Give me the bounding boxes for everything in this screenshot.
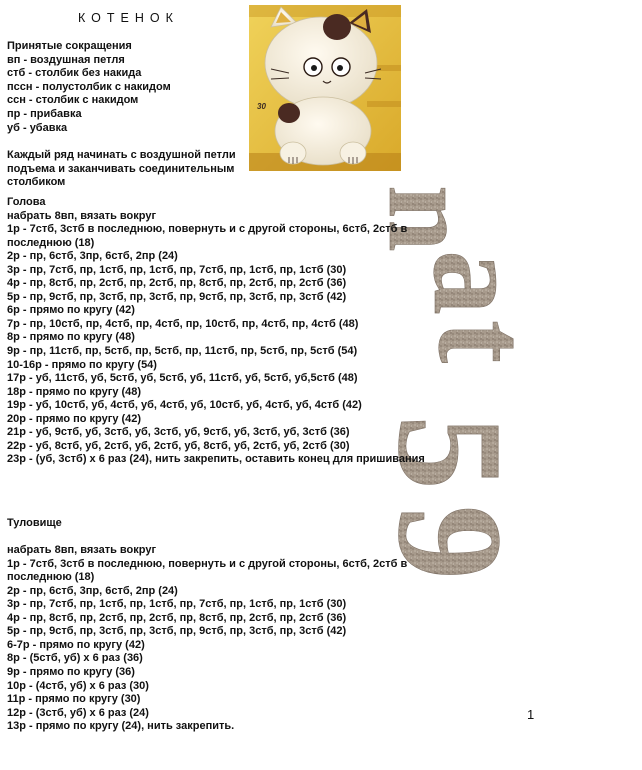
instruction-row: набрать 8вп, вязать вокруг xyxy=(7,209,157,222)
instruction-row: 5р - пр, 9стб, пр, 3стб, пр, 3стб, пр, 9стб, пр, 3стб, пр, 3стб (42) xyxy=(7,625,347,638)
instruction-row: 10р - (4стб, уб) х 6 раз (30) xyxy=(7,679,149,692)
instruction-row: 2р - пр, 6стб, 3пр, 6стб, 2пр (24) xyxy=(7,250,178,263)
abbreviation-item: уб - убавка xyxy=(7,121,68,134)
instruction-row: 11р - прямо по кругу (30) xyxy=(7,693,141,706)
instruction-row: 13р - прямо по кругу (24), нить закрепить. xyxy=(7,720,235,733)
head-instructions xyxy=(7,196,425,467)
watermark-glyph-9: 9 xyxy=(367,505,533,580)
instruction-row: 1р - 7стб, 3стб в последнюю, повернуть и с другой стороны, 6стб, 2стб в xyxy=(7,557,408,570)
watermark-glyph-t: t xyxy=(411,320,555,364)
instruction-row: последнюю (18) xyxy=(7,236,95,249)
instruction-row: 9р - прямо по кругу (36) xyxy=(7,665,135,678)
instruction-row: 7р - пр, 10стб, пр, 4стб, пр, 4стб, пр, 10стб, пр, 4стб, пр, 4стб (48) xyxy=(7,317,359,330)
abbreviation-item: пр - прибавка xyxy=(7,107,82,120)
section-title-torso: Туловище xyxy=(7,517,62,529)
instruction-row: 12р - (3стб, уб) х 6 раз (24) xyxy=(7,706,149,719)
instruction-row: 4р - пр, 8стб, пр, 2стб, пр, 2стб, пр, 8стб, пр, 2стб, пр, 2стб (36) xyxy=(7,277,347,290)
instruction-row: 19р - уб, 10стб, уб, 4стб, уб, 4стб, уб, 10стб, уб, 4стб, уб, 4стб (42) xyxy=(7,399,362,412)
instruction-row: 23р - (уб, 3стб) х 6 раз (24), нить закрепить, оставить конец для пришивания xyxy=(7,453,425,466)
abbreviations xyxy=(7,40,252,135)
instruction-row: 3р - пр, 7стб, пр, 1стб, пр, 1стб, пр, 7стб, пр, 1стб, пр, 1стб (30) xyxy=(7,263,347,276)
section-title-head: Голова xyxy=(7,196,46,208)
instruction-row: 10-16р - прямо по кругу (54) xyxy=(7,358,157,371)
spacer xyxy=(7,531,407,545)
instruction-row: 1р - 7стб, 3стб в последнюю, повернуть и с другой стороны, 6стб, 2стб в xyxy=(7,223,408,236)
abbreviation-item: вп - воздушная петля xyxy=(7,53,125,66)
instruction-row: 5р - пр, 9стб, пр, 3стб, пр, 3стб, пр, 9стб, пр, 3стб, пр, 3стб (42) xyxy=(7,290,347,303)
abbreviation-item: ссн - столбик с накидом xyxy=(7,94,139,107)
torso-instructions xyxy=(7,517,407,734)
abbreviations-heading: Принятые сокращения xyxy=(7,40,132,52)
instruction-row: 9р - пр, 11стб, пр, 5стб, пр, 5стб, пр, 11стб, пр, 5стб, пр, 5стб (54) xyxy=(7,345,358,358)
instruction-row: 22р - уб, 8стб, уб, 2стб, уб, 2стб, уб, 8стб, уб, 2стб, уб, 2стб (30) xyxy=(7,439,350,452)
instruction-row: 2р - пр, 6стб, 3пр, 6стб, 2пр (24) xyxy=(7,584,178,597)
abbreviation-item: пссн - полустолбик с накидом xyxy=(7,80,171,93)
instruction-note xyxy=(7,149,247,190)
instruction-row: 6р - прямо по кругу (42) xyxy=(7,304,135,317)
instruction-row: 18р - прямо по кругу (48) xyxy=(7,385,142,398)
abbreviation-item: стб - столбик без накида xyxy=(7,67,142,80)
instruction-row: 8р - прямо по кругу (48) xyxy=(7,331,135,344)
instruction-row: 20р - прямо по кругу (42) xyxy=(7,412,142,425)
kitten-toy-image xyxy=(249,5,401,171)
instruction-row: 6-7р - прямо по кругу (42) xyxy=(7,638,145,651)
instruction-row: 4р - пр, 8стб, пр, 2стб, пр, 2стб, пр, 8стб, пр, 2стб, пр, 2стб (36) xyxy=(7,611,347,624)
watermark-glyph-5: 5 xyxy=(367,415,533,490)
instruction-row: набрать 8вп, вязать вокруг xyxy=(7,544,157,557)
photo-number-label: 30 xyxy=(257,102,266,111)
watermark-glyph-n: n xyxy=(364,185,497,252)
instruction-row: 3р - пр, 7стб, пр, 1стб, пр, 1стб, пр, 7стб, пр, 1стб, пр, 1стб (30) xyxy=(7,598,347,611)
instruction-row: 8р - (5стб, уб) х 6 раз (36) xyxy=(7,652,143,665)
instruction-row: 17р - уб, 11стб, уб, 5стб, уб, 5стб, уб, 11стб, уб, 5стб, уб,5стб (48) xyxy=(7,372,358,385)
watermark-glyph-a: a xyxy=(406,250,550,315)
note-line: подъема и заканчивать соединительным xyxy=(7,162,235,175)
note-line: Каждый ряд начинать с воздушной петли xyxy=(7,149,236,161)
instruction-row: последнюю (18) xyxy=(7,571,95,584)
instruction-row: 21р - уб, 9стб, уб, 3стб, уб, 3стб, уб, 9стб, уб, 3стб, уб, 3стб (36) xyxy=(7,426,350,439)
page-title: КОТЕНОК xyxy=(78,11,179,25)
note-line: столбиком xyxy=(7,176,66,189)
page-number: 1 xyxy=(527,707,535,722)
kitten-photo xyxy=(249,5,401,171)
